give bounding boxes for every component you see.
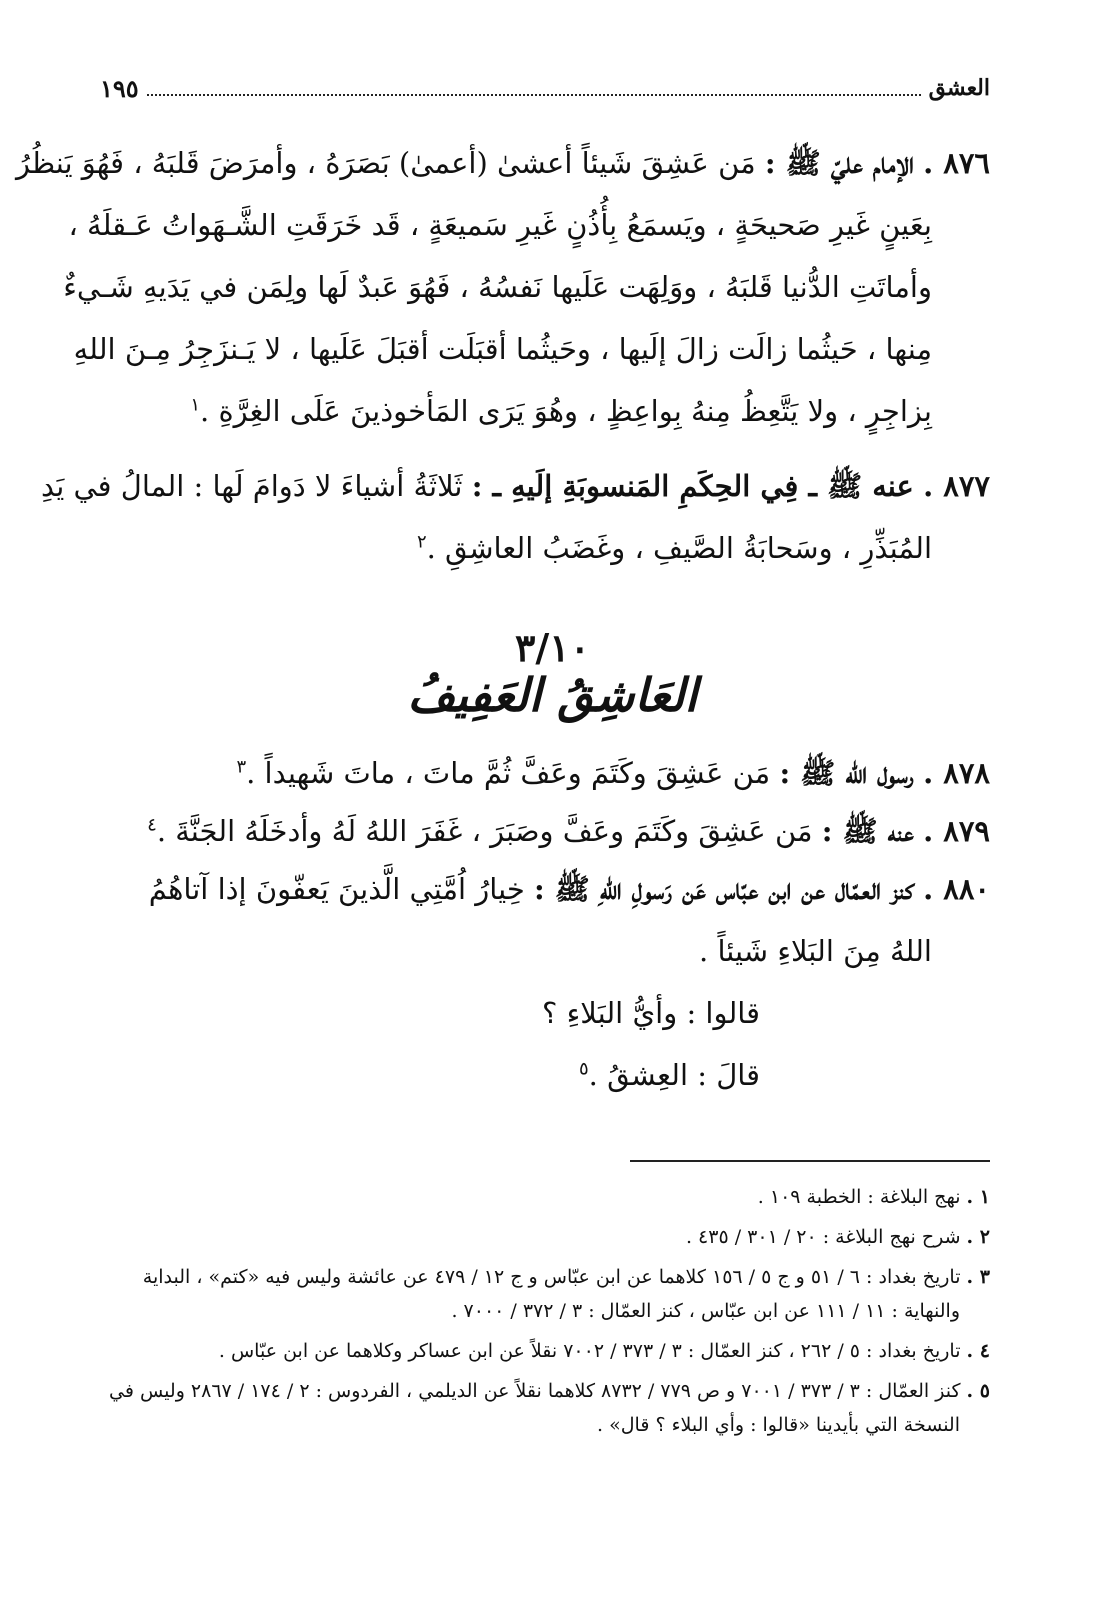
hadith-line (100, 517, 990, 579)
hadith-line (100, 920, 990, 982)
hadith-number: ٨٧٨ . (923, 756, 990, 790)
hadith-text: خِيارُ اُمَّتِي الَّذينَ يَعفّونَ إذا آتاهُمُ (148, 872, 525, 906)
footnote-number: ٥ . (966, 1380, 990, 1402)
footnote-text: تاريخ بغداد : ٥ / ٢٦٢ ، كنز العمّال : ٣ / ٣٧٣ / ٧٠٠٢ نقلاً عن ابن عساكر وكلاهما عن ابن عبّاس . (218, 1340, 961, 1362)
hadith-line (100, 1044, 990, 1106)
section-title: العَاشِقُ العَفِيفُ (407, 668, 698, 722)
footnote-text: تاريخ بغداد : ٦ / ٥١ و ج ٥ / ١٥٦ كلاهما عن ابن عبّاس و ج ١٢ / ٤٧٩ عن عائشة وليس فيه «كتم» ، البداية (142, 1266, 961, 1288)
hadith-text: قالَ : العِشقُ . (588, 1058, 760, 1092)
footnote-text: كنز العمّال : ٣ / ٣٧٣ / ٧٠٠١ و ص ٧٧٩ / ٨٧٣٢ كلاهما نقلاً عن الديلمي ، الفردوس : ٢ / ١٧٤ / ٢٨٦٧ وليس في (108, 1380, 961, 1402)
hadith-877 (40, 455, 990, 579)
hadith-line (100, 380, 990, 442)
hadith-text: مَن عَشِقَ شَيئاً أعشىٰ (أعمىٰ) بَصَرَهُ ، وأمرَضَ قَلبَهُ ، فَهُوَ يَنظُرُ (15, 146, 756, 180)
hadith-number: ٨٧٩ . (923, 814, 990, 848)
hadith-source: رسول الله ﷺ : (779, 756, 914, 790)
footnote-number: ٣ . (966, 1266, 990, 1288)
hadith-878 (100, 742, 990, 804)
hadith-number: ٨٧٦ . (923, 146, 990, 180)
hadith-line (100, 800, 990, 862)
footnote-text: نهج البلاغة : الخطبة ١٠٩ . (757, 1186, 961, 1208)
hadith-source: الإمام عليّ ﷺ : (764, 146, 914, 180)
leader-dots (147, 80, 921, 96)
hadith-text: ثَلاثَةُ أشياءَ لا دَوامَ لَها : المالُ في يَدِ (40, 469, 463, 503)
hadith-line (15, 132, 990, 194)
hadith-number: ٨٧٧ . (923, 469, 990, 503)
hadith-876 (15, 132, 990, 442)
hadith-text: قالوا : وأيُّ البَلاءِ ؟ (542, 996, 760, 1030)
hadith-text: مِنها ، حَيثُما زالَت زالَ إلَيها ، وحَيثُما أقبَلَت أقبَلَ عَلَيها ، لا يَـنزَجِرُ مِـنَ اللهِ (73, 332, 932, 366)
footnote-ref: ٣ (236, 756, 247, 778)
hadith-number: ٨٨٠ . (923, 872, 990, 906)
footnote-1 (100, 1180, 990, 1214)
hadith-line (73, 318, 990, 380)
footnotes (100, 1180, 990, 1442)
hadith-line (100, 982, 990, 1044)
footnote-2 (100, 1220, 990, 1254)
footnote-number: ٤ . (966, 1340, 990, 1362)
hadith-text: مَن عَشِقَ وكَتَمَ وعَفَّ وصَبَرَ ، غَفَرَ اللهُ لَهُ وأدخَلَهُ الجَنَّةَ . (156, 814, 813, 848)
hadith-text: بِزاجِرٍ ، ولا يَتَّعِظُ مِنهُ بِواعِظٍ ، وهُوَ يَرَى المَأخوذينَ عَلَى الغِرَّةِ . (200, 394, 932, 428)
footnote-4 (100, 1334, 990, 1368)
footnote-ref: ١ (190, 394, 201, 416)
hadith-line (40, 455, 990, 517)
footnote-5 (100, 1374, 990, 1408)
hadith-line (63, 256, 990, 318)
hadith-source: كنز العمّال عن ابن عبّاس عَن رَسولِ اللهِ ﷺ : (534, 872, 914, 906)
footnote-ref: ٢ (416, 531, 427, 553)
footnote-3 (100, 1260, 990, 1294)
hadith-text: بِعَينٍ غَيرِ صَحيحَةٍ ، ويَسمَعُ بِأُذُنٍ غَيرِ سَميعَةٍ ، قَد خَرَقَتِ الشَّـهَواتُ عَـقلَهُ ، (68, 208, 932, 242)
footnote-number: ١ . (966, 1186, 990, 1208)
hadith-880 (100, 858, 990, 1106)
hadith-line (68, 194, 990, 256)
page-number: ١٩٥ (100, 73, 139, 103)
footnote-text: شرح نهج البلاغة : ٢٠ / ٣٠١ / ٤٣٥ . (685, 1226, 961, 1248)
hadith-879 (100, 800, 990, 862)
hadith-text: وأماتَتِ الدُّنيا قَلبَهُ ، ووَلِهَت عَلَيها نَفسُهُ ، فَهُوَ عَبدٌ لَها ولِمَن في يَدَيهِ شَـيءٌ (63, 270, 932, 304)
footnote-number: ٢ . (966, 1226, 990, 1248)
section-number: ٣/١٠ (514, 625, 591, 670)
footnote-text: والنهاية : ١١ / ١١١ عن ابن عبّاس ، كنز العمّال : ٣ / ٣٧٢ / ٧٠٠٠ . (451, 1300, 960, 1322)
footnote-text: النسخة التي بأيدينا «قالوا : وأي البلاء ؟ قال» . (597, 1414, 960, 1436)
hadith-text: مَن عَشِقَ وكَتَمَ وعَفَّ ثُمَّ ماتَ ، ماتَ شَهيداً . (246, 756, 771, 790)
hadith-text: اللهُ مِنَ البَلاءِ شَيئاً . (699, 934, 932, 968)
footnote-ref: ٤ (147, 814, 157, 836)
footnote-3-cont (100, 1294, 990, 1328)
footnote-5-cont (100, 1408, 990, 1442)
hadith-line (100, 742, 990, 804)
hadith-source: عنه ﷺ : (821, 814, 914, 848)
footnote-rule (630, 1160, 990, 1162)
hadith-text: المُبَذِّرِ ، وسَحابَةُ الصَّيفِ ، وغَضَبُ العاشِقِ . (426, 531, 932, 565)
footnote-ref: ٥ (578, 1058, 589, 1080)
hadith-line (100, 858, 990, 920)
chapter-title: العشق (928, 75, 990, 101)
running-header (100, 72, 990, 104)
hadith-source: عنه ﷺ ـ فِي الحِكَمِ المَنسوبَةِ إلَيهِ ـ : (471, 469, 914, 503)
